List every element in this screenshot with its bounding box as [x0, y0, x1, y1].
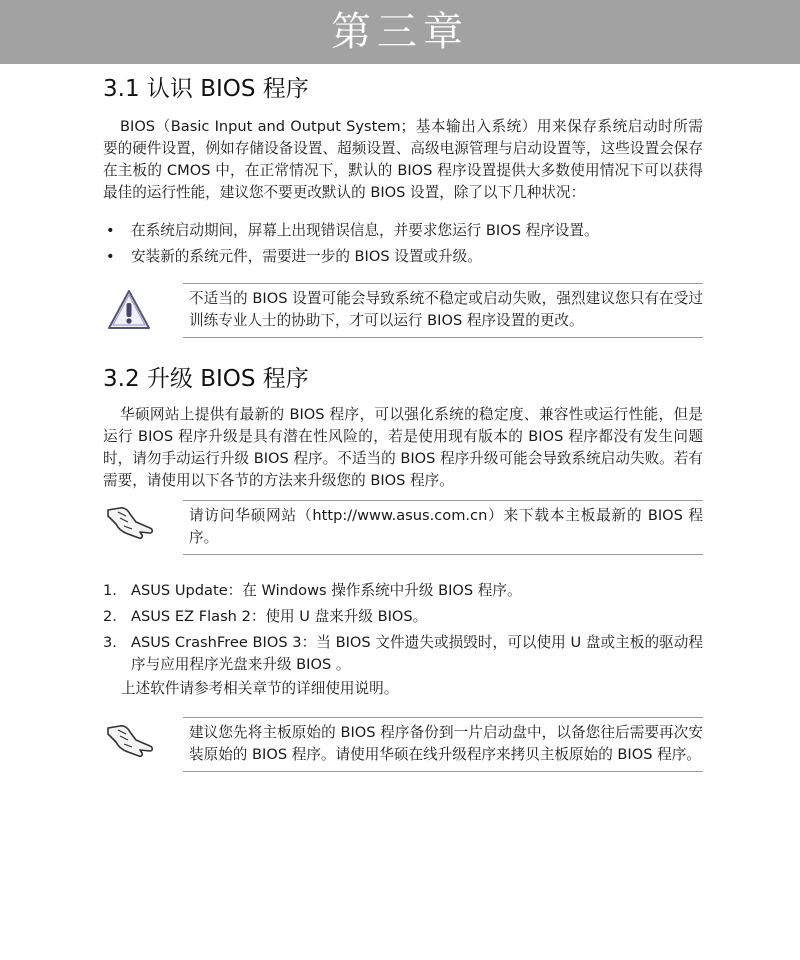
list-text: ASUS EZ Flash 2：使用 U 盘来升级 BIOS。	[131, 608, 428, 625]
info-note	[183, 500, 703, 555]
section-heading-3-1: 3.1 认识 BIOS 程序	[103, 76, 309, 102]
info-note	[183, 717, 703, 772]
info-note-text: 请访问华硕网站（http://www.asus.com.cn）来下载本主板最新的 BIOS 程序。	[189, 507, 703, 546]
bullet-dot: •	[106, 222, 115, 239]
bullet-dot: •	[106, 248, 115, 265]
section-3-2-paragraph: 华硕网站上提供有最新的 BIOS 程序，可以强化系统的稳定度、兼容性或运行性能，但是运行 BIOS 程序升级是具有潜在性风险的，若是使用现有版本的 BIOS 程序都没有发生问题时，请勿手动运行升级 BIOS 程序。不适当的 BIOS 程序升级可能会导致系统启动失败。若有需要，请使用以下各节的方法来升级您的 BIOS 程序。	[103, 406, 703, 489]
bullet-text: 在系统启动期间，屏幕上出现错误信息，并要求您运行 BIOS 程序设置。	[131, 222, 599, 239]
section-3-1-paragraph: BIOS（Basic Input and Output System；基本输出入系统）用来保存系统启动时所需要的硬件设置，例如存储设备设置、超频设置、高级电源管理与启动设置等，这些设置会保存在主板的 CMOS 中，在正常情况下，默认的 BIOS 程序设置提供大多数使用情况下可以获得最佳的运行性能，建议您不要更改默认的 BIOS 设置，除了以下几种状况：	[103, 118, 703, 201]
list-number: 3.	[103, 634, 117, 651]
list-text: ASUS Update：在 Windows 操作系统中升级 BIOS 程序。	[131, 582, 522, 599]
warning-icon	[106, 288, 152, 332]
chapter-title: 第三章	[331, 9, 469, 55]
chapter-title-bar	[0, 0, 800, 64]
pointing-hand-icon	[104, 502, 156, 542]
info-note-text: 建议您先将主板原始的 BIOS 程序备份到一片启动盘中，以备您往后需要再次安装原始的 BIOS 程序。请使用华硕在线升级程序来拷贝主板原始的 BIOS 程序。	[189, 724, 703, 763]
pointing-hand-icon	[104, 720, 156, 760]
bullet-text: 安装新的系统元件，需要进一步的 BIOS 设置或升级。	[131, 248, 482, 265]
warning-note	[183, 283, 703, 338]
list-number: 1.	[103, 582, 117, 599]
list-text: ASUS CrashFree BIOS 3：当 BIOS 文件遗失或损毁时，可以使用 U 盘或主板的驱动程序与应用程序光盘来升级 BIOS 。	[131, 634, 703, 673]
section-heading-3-2: 3.2 升级 BIOS 程序	[103, 366, 309, 392]
list-number: 2.	[103, 608, 117, 625]
list-footnote: 上述软件请参考相关章节的详细使用说明。	[121, 680, 399, 697]
warning-text: 不适当的 BIOS 设置可能会导致系统不稳定或启动失败，强烈建议您只有在受过训练专业人士的协助下，才可以运行 BIOS 程序设置的更改。	[189, 290, 703, 329]
